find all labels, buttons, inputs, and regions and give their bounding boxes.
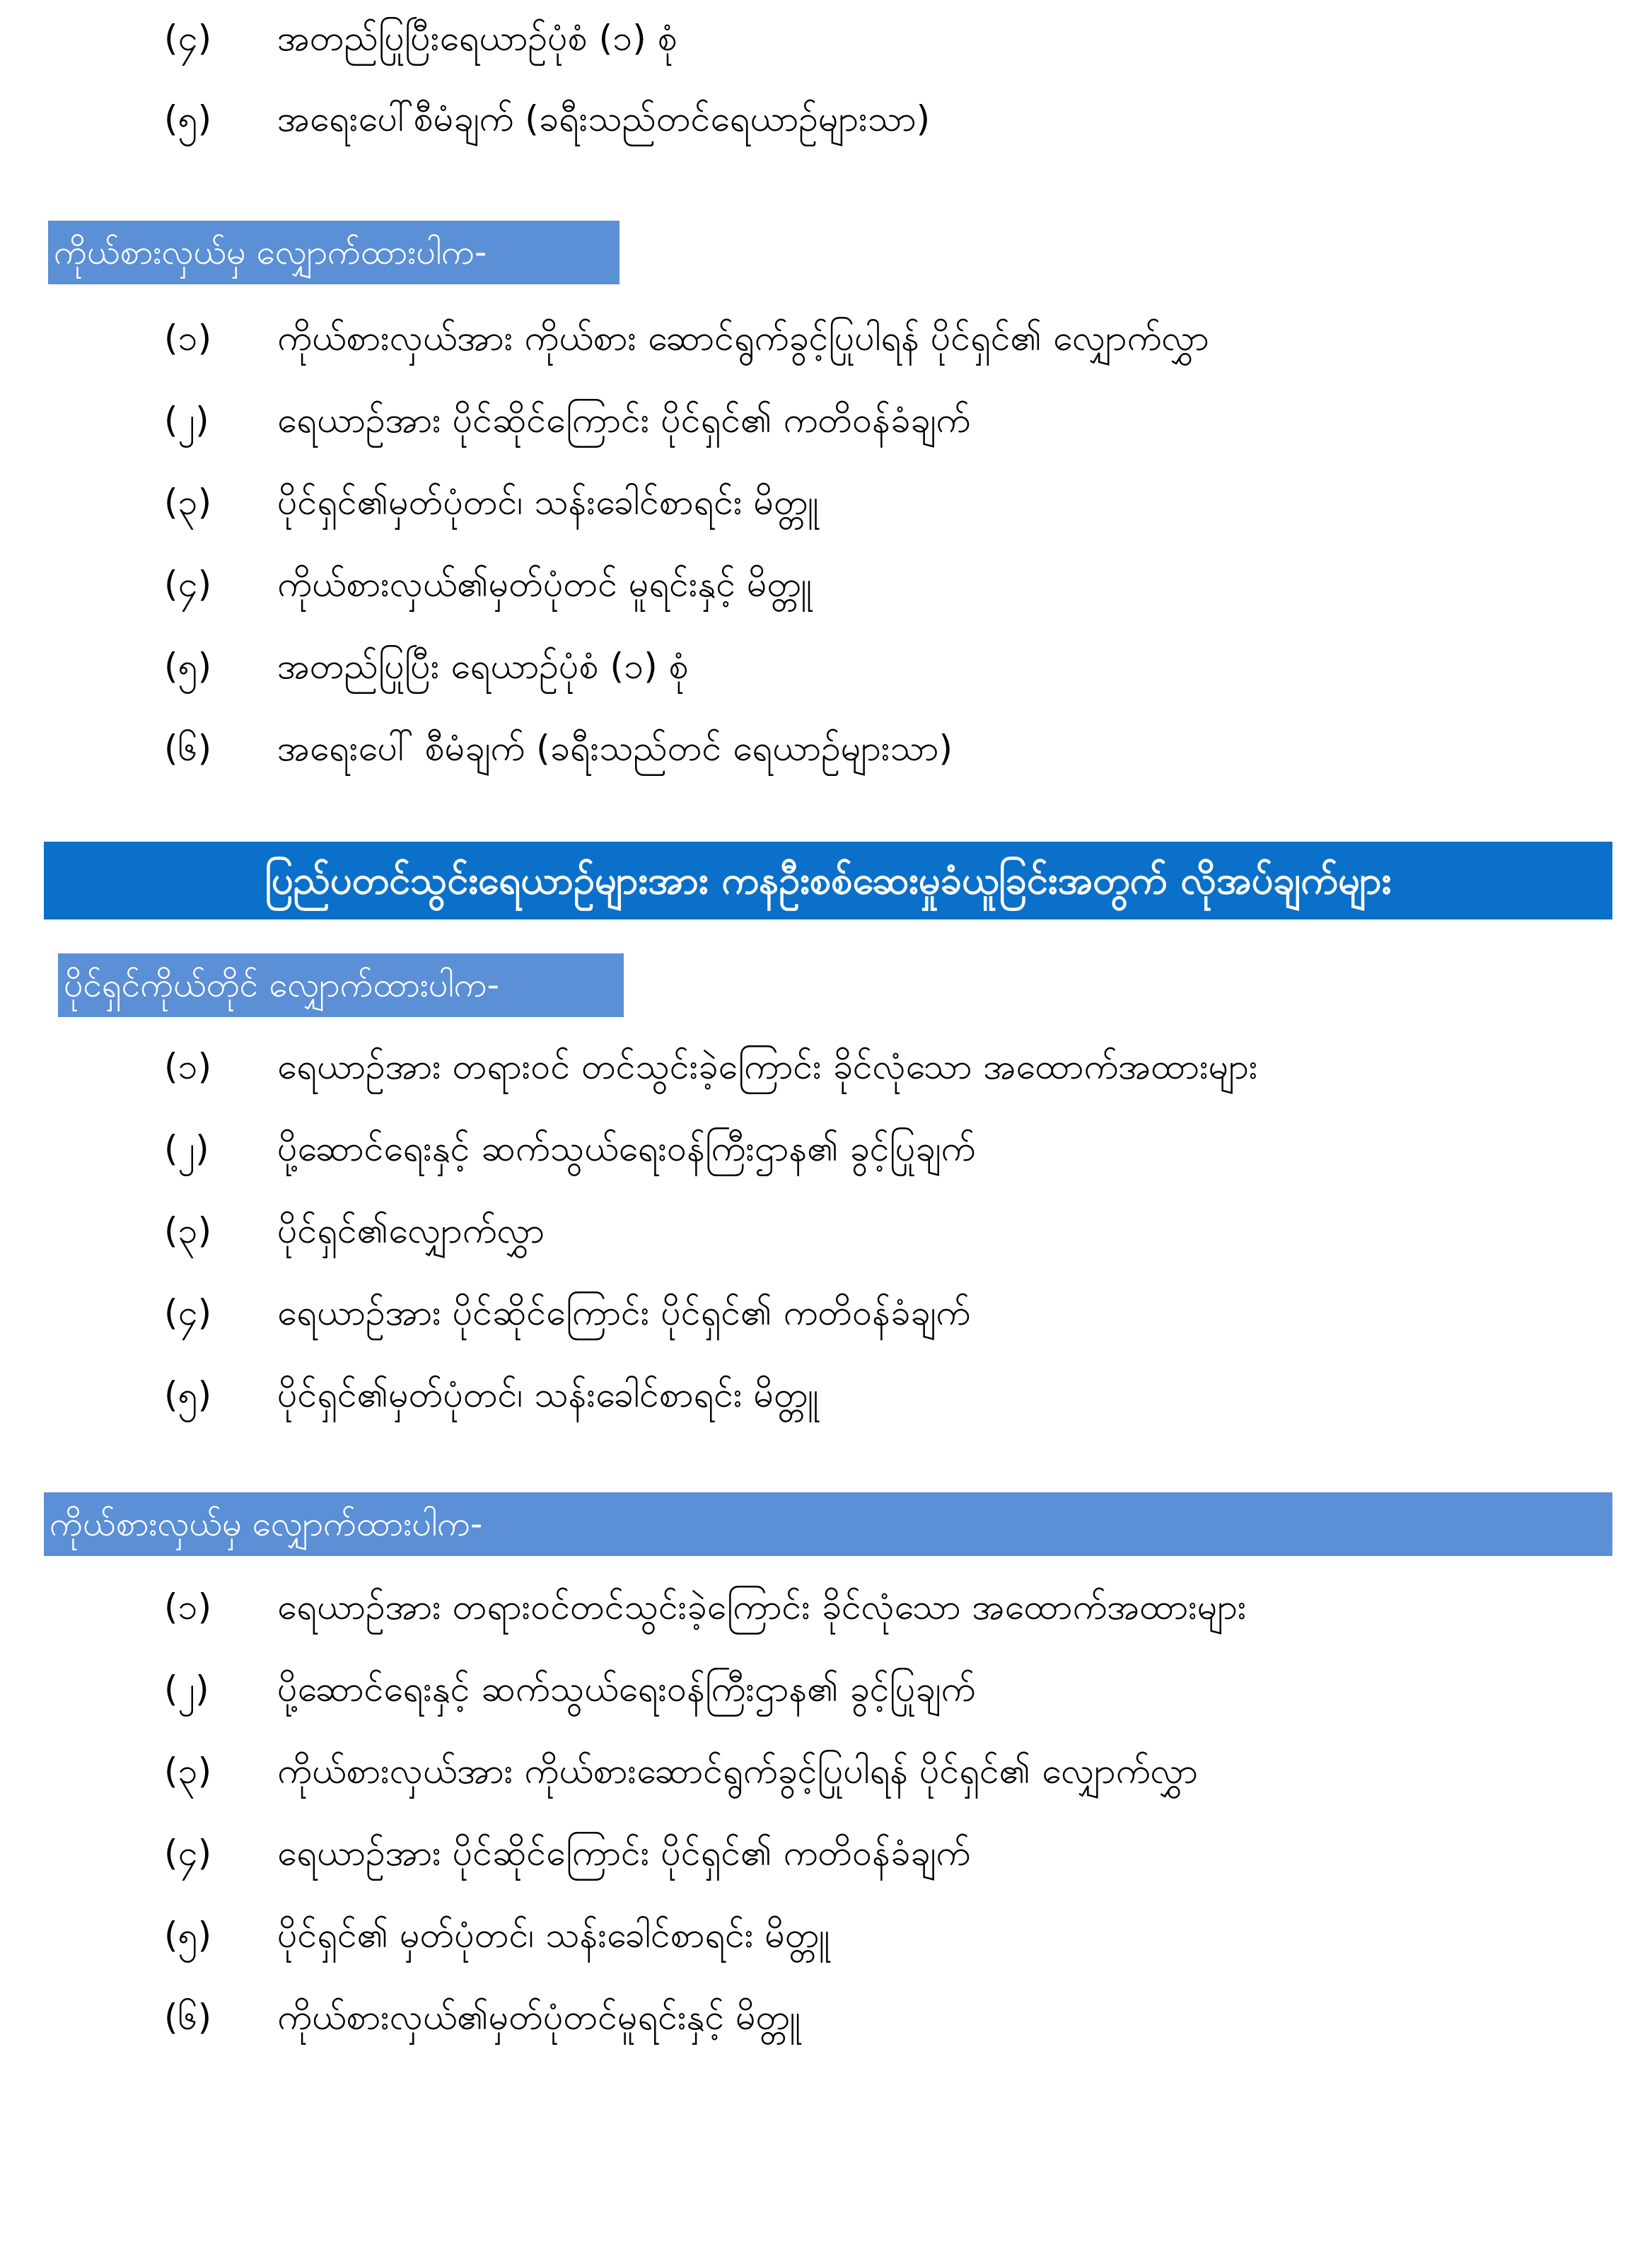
item-text: အရေးပေါ် စီမံချက် (ခရီးသည်တင် ရေယာဉ်များသာ) — [277, 728, 953, 769]
section-heading-owner: ပိုင်ရှင်ကိုယ်တိုင် လျှောက်ထားပါက- — [58, 953, 624, 1017]
list-item — [0, 720, 1652, 777]
item-number: (၃) — [164, 1751, 212, 1792]
item-number: (၁) — [164, 1586, 212, 1627]
item-text: ပိုင်ရှင်၏ မှတ်ပုံတင်၊ သန်းခေါင်စာရင်း မိတ္တူ — [277, 1915, 830, 1956]
list-item — [0, 1825, 1652, 1881]
item-text: ရေယာဉ်အား ပိုင်ဆိုင်ကြောင်း ပိုင်ရှင်၏ ကတိဝန်ခံချက် — [277, 1833, 971, 1874]
list-item — [0, 1366, 1652, 1423]
item-number: (၄) — [164, 564, 212, 605]
item-number: (၅) — [164, 1374, 212, 1415]
list-item — [0, 1907, 1652, 1963]
list-item — [0, 1579, 1652, 1635]
list-item — [0, 1661, 1652, 1717]
list-item — [0, 1743, 1652, 1799]
list-item — [0, 1038, 1652, 1095]
item-number: (၆) — [164, 1997, 212, 2038]
item-text: ရေယာဉ်အား တရားဝင်တင်သွင်းခဲ့ကြောင်း ခိုင်လုံသော အထောက်အထားများ — [277, 1586, 1247, 1627]
item-number: (၅) — [164, 646, 212, 687]
item-text: ရေယာဉ်အား တရားဝင် တင်သွင်းခဲ့ကြောင်း ခိုင်လုံသော အထောက်အထားများ — [277, 1046, 1258, 1087]
item-number: (၃) — [164, 482, 212, 523]
item-number: (၅) — [164, 98, 212, 139]
item-text: အရေးပေါ်စီမံချက် (ခရီးသည်တင်ရေယာဉ်များသာ) — [277, 98, 931, 139]
list-item — [0, 638, 1652, 695]
item-text: ကိုယ်စားလှယ်၏မှတ်ပုံတင်မူရင်းနှင့် မိတ္တူ — [277, 1997, 801, 2038]
item-number: (၄) — [164, 1833, 212, 1874]
list-item — [0, 556, 1652, 613]
item-number: (၂) — [164, 1128, 209, 1169]
list-item — [0, 1120, 1652, 1177]
item-number: (၁) — [164, 1046, 212, 1087]
list-item — [0, 1989, 1652, 2045]
item-text: ပို့ဆောင်ရေးနှင့် ဆက်သွယ်ရေးဝန်ကြီးဌာန၏ ခွင့်ပြုချက် — [277, 1128, 976, 1169]
list-item — [0, 310, 1652, 366]
item-text: ကိုယ်စားလှယ်၏မှတ်ပုံတင် မူရင်းနှင့် မိတ္တူ — [277, 564, 812, 605]
item-text: ပို့ဆောင်ရေးနှင့် ဆက်သွယ်ရေးဝန်ကြီးဌာန၏ ခွင့်ပြုချက် — [277, 1668, 976, 1710]
item-text: ပိုင်ရှင်၏မှတ်ပုံတင်၊ သန်းခေါင်စာရင်း မိတ္တူ — [277, 482, 819, 523]
section-banner: ပြည်ပတင်သွင်းရေယာဉ်များအား ကနဦးစစ်ဆေးမှုခံယူခြင်းအတွက် လိုအပ်ချက်များ — [44, 842, 1612, 919]
section-heading-agent: ကိုယ်စားလှယ်မှ လျှောက်ထားပါက- — [44, 1492, 1612, 1556]
item-text: ရေယာဉ်အား ပိုင်ဆိုင်ကြောင်း ပိုင်ရှင်၏ ကတိဝန်ခံချက် — [277, 400, 971, 441]
item-number: (၁) — [164, 318, 212, 359]
list-item — [0, 474, 1652, 530]
item-text: အတည်ပြုပြီးရေယာဉ်ပုံစံ (၁) စုံ — [277, 18, 677, 59]
item-text: ပိုင်ရှင်၏မှတ်ပုံတင်၊ သန်းခေါင်စာရင်း မိတ္တူ — [277, 1374, 819, 1415]
list-item — [0, 91, 1652, 147]
item-number: (၄) — [164, 18, 212, 59]
item-text: ရေယာဉ်အား ပိုင်ဆိုင်ကြောင်း ပိုင်ရှင်၏ ကတိဝန်ခံချက် — [277, 1292, 971, 1333]
item-text: အတည်ပြုပြီး ရေယာဉ်ပုံစံ (၁) စုံ — [277, 646, 689, 687]
section-heading-agent: ကိုယ်စားလှယ်မှ လျှောက်ထားပါက- — [48, 221, 620, 284]
item-text: ကိုယ်စားလှယ်အား ကိုယ်စား ဆောင်ရွက်ခွင့်ပြုပါရန် ပိုင်ရှင်၏ လျှောက်လွှာ — [277, 318, 1209, 359]
item-number: (၄) — [164, 1292, 212, 1333]
item-number: (၂) — [164, 400, 209, 441]
item-number: (၅) — [164, 1915, 212, 1956]
list-item — [0, 1284, 1652, 1341]
item-text: ကိုယ်စားလှယ်အား ကိုယ်စားဆောင်ရွက်ခွင့်ပြုပါရန် ပိုင်ရှင်၏ လျှောက်လွှာ — [277, 1751, 1198, 1792]
list-item — [0, 392, 1652, 448]
item-number: (၃) — [164, 1210, 212, 1251]
list-item — [0, 1202, 1652, 1259]
item-text: ပိုင်ရှင်၏လျှောက်လွှာ — [277, 1210, 545, 1251]
item-number: (၆) — [164, 728, 212, 769]
item-number: (၂) — [164, 1668, 209, 1710]
list-item — [0, 10, 1652, 66]
